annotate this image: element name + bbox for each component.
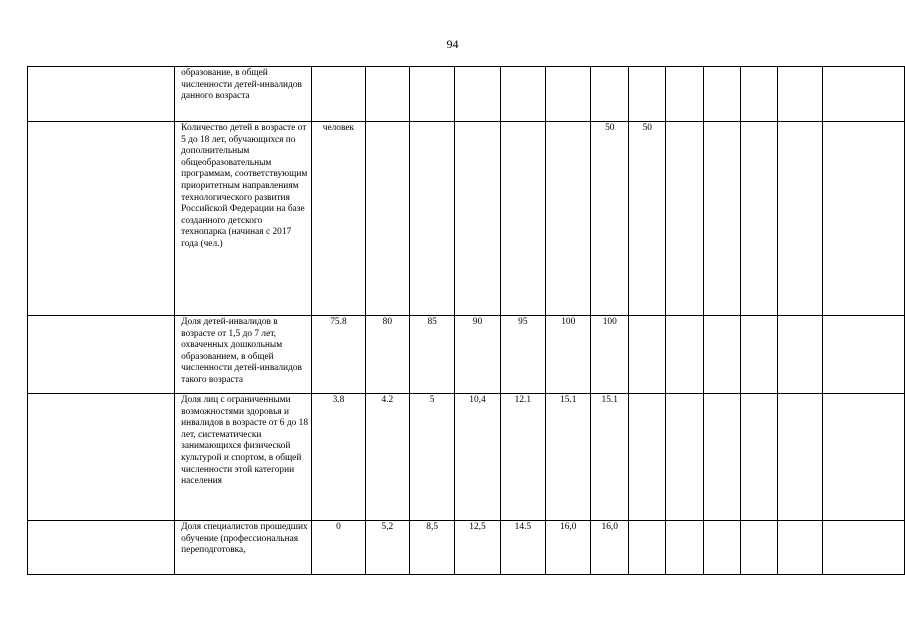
table-cell-empty (778, 394, 823, 521)
indicators-table (27, 66, 905, 575)
table-cell-empty (28, 316, 175, 394)
table-cell-empty (822, 394, 904, 521)
table-cell (455, 122, 500, 316)
table-cell-empty (629, 316, 666, 394)
table-cell-empty (778, 122, 823, 316)
table-cell-empty (28, 67, 175, 122)
table-cell-empty (703, 67, 740, 122)
table-cell: 90 (455, 316, 500, 394)
table-cell: 10,4 (455, 394, 500, 521)
table-cell: 5 (410, 394, 455, 521)
table-cell-empty (703, 122, 740, 316)
table-cell: 50 (591, 122, 629, 316)
indicator-name: Доля лиц с ограниченными возможностями здоровья и инвалидов в возрасте от 6 до 18 лет, систематически занимающихся физической культурой и спортом, в общей численности этой категории населения (175, 394, 312, 521)
table-cell-empty (629, 521, 666, 575)
table-cell-empty (778, 67, 823, 122)
table-cell-empty (822, 122, 904, 316)
table-cell-empty (703, 394, 740, 521)
table-cell-empty (666, 67, 703, 122)
table-cell (410, 67, 455, 122)
table-cell-empty (822, 67, 904, 122)
table-cell: 4.2 (365, 394, 409, 521)
table-cell-empty (778, 521, 823, 575)
table-cell: 12,5 (455, 521, 500, 575)
table-cell: 80 (365, 316, 409, 394)
indicator-name: Доля детей-инвалидов в возрасте от 1,5 до 7 лет, охваченных дошкольным образованием, в общей численности детей-инвалидов такого возраста (175, 316, 312, 394)
table-cell: 16,0 (591, 521, 629, 575)
table-cell: 95 (500, 316, 545, 394)
table-cell: 85 (410, 316, 455, 394)
indicator-name: Доля специалистов прошедших обучение (профессиональная переподготовка, (175, 521, 312, 575)
indicator-name: Количество детей в возрасте от 5 до 18 лет, обучающихся по дополнительным общеобразовательным программам, соответствующим приоритетным направлениям технологического развития Российской Федерации на базе созданного детского технопарка (начиная с 2017 года (чел.) (175, 122, 312, 316)
table-cell: 100 (546, 316, 591, 394)
table-cell (629, 67, 666, 122)
table-cell: 16,0 (546, 521, 591, 575)
table-cell-empty (629, 394, 666, 521)
table-cell-empty (778, 316, 823, 394)
table-row (28, 316, 905, 394)
table-cell (591, 67, 629, 122)
table-cell-empty (28, 122, 175, 316)
table-cell (455, 67, 500, 122)
table-cell-empty (703, 316, 740, 394)
table-cell: 15.1 (546, 394, 591, 521)
table-cell: 8,5 (410, 521, 455, 575)
table-cell: 12.1 (500, 394, 545, 521)
table-cell-empty (740, 394, 777, 521)
table-cell-empty (740, 521, 777, 575)
page-number: 94 (446, 37, 459, 51)
table-cell (365, 122, 409, 316)
table-cell: 15.1 (591, 394, 629, 521)
unit-cell: человек (312, 122, 366, 316)
table-cell (546, 122, 591, 316)
table-cell-empty (703, 521, 740, 575)
table-cell-empty (28, 521, 175, 575)
table-cell: 75.8 (312, 316, 366, 394)
table-cell (365, 67, 409, 122)
table-cell-empty (822, 521, 904, 575)
table-cell-empty (740, 67, 777, 122)
table-row (28, 67, 905, 122)
table-cell: 5,2 (365, 521, 409, 575)
table-cell-empty (822, 316, 904, 394)
table-row (28, 394, 905, 521)
table-cell-empty (740, 316, 777, 394)
table-cell (500, 67, 545, 122)
table-row (28, 521, 905, 575)
table-cell: 50 (629, 122, 666, 316)
table-cell-empty (28, 394, 175, 521)
table-cell (500, 122, 545, 316)
table-cell: 100 (591, 316, 629, 394)
table-cell-empty (740, 122, 777, 316)
table-cell: 3.8 (312, 394, 366, 521)
table-cell-empty (666, 316, 703, 394)
indicator-name: образование, в общей численности детей-инвалидов данного возраста (175, 67, 312, 122)
table-cell (546, 67, 591, 122)
table-cell: 0 (312, 521, 366, 575)
table-row (28, 122, 905, 316)
table-cell: 14.5 (500, 521, 545, 575)
table-cell-empty (666, 394, 703, 521)
table-cell-empty (666, 521, 703, 575)
table-cell (410, 122, 455, 316)
table-cell-empty (666, 122, 703, 316)
table-cell (312, 67, 366, 122)
